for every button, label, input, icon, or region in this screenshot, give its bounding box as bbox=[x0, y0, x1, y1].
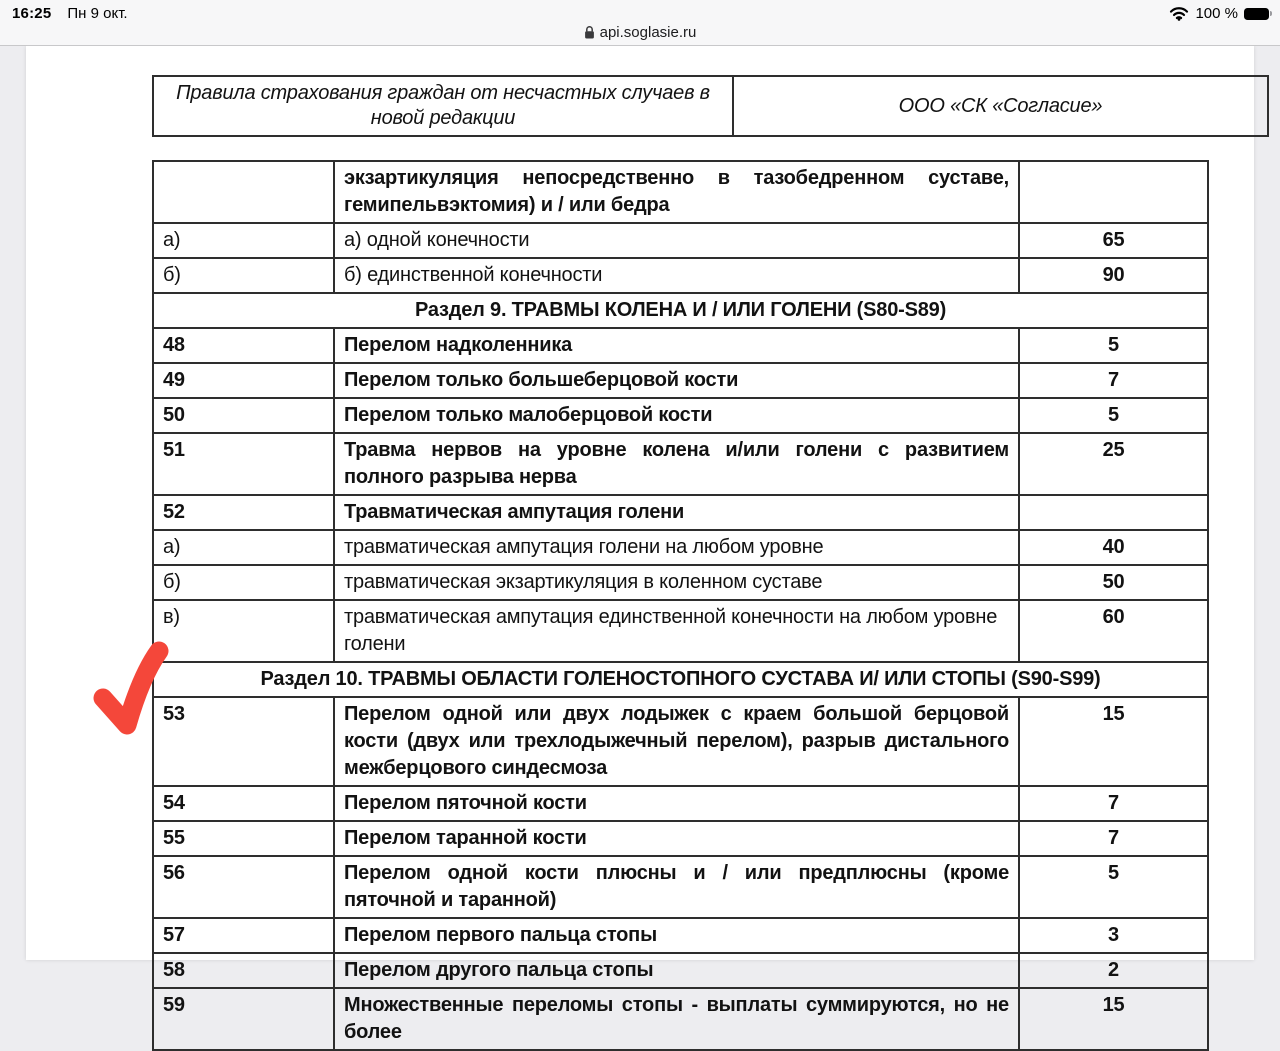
row-number: 56 bbox=[153, 856, 334, 918]
row-value: 2 bbox=[1019, 953, 1208, 988]
row-description: Множественные переломы стопы - выплаты суммируются, но не более bbox=[334, 988, 1019, 1050]
battery-tip bbox=[1270, 11, 1272, 16]
row-description: травматическая ампутация голени на любом уровне bbox=[334, 530, 1019, 565]
table-row bbox=[153, 328, 1208, 363]
row-number: а) bbox=[153, 530, 334, 565]
pdf-page[interactable] bbox=[26, 46, 1254, 1043]
caption-rules-title: Правила страхования граждан от несчастных случаев в новой редакции bbox=[153, 76, 733, 136]
status-date: Пн 9 окт. bbox=[67, 5, 128, 22]
row-description: Перелом пяточной кости bbox=[334, 786, 1019, 821]
row-description: травматическая экзартикуляция в коленном суставе bbox=[334, 565, 1019, 600]
section-title: Раздел 9. ТРАВМЫ КОЛЕНА И / ИЛИ ГОЛЕНИ (S80-S89) bbox=[153, 293, 1208, 328]
address-bar[interactable] bbox=[0, 24, 1280, 41]
row-description: Травма нервов на уровне колена и/или голени с развитием полного разрыва нерва bbox=[334, 433, 1019, 495]
row-description: Перелом первого пальца стопы bbox=[334, 918, 1019, 953]
row-description: Перелом одной кости плюсны и / или предплюсны (кроме пяточной и таранной) bbox=[334, 856, 1019, 918]
table-row bbox=[153, 856, 1208, 918]
section-row bbox=[153, 662, 1208, 697]
battery-icon bbox=[1244, 8, 1272, 20]
table-row bbox=[153, 565, 1208, 600]
table-row bbox=[153, 953, 1208, 988]
battery-body bbox=[1244, 8, 1269, 20]
row-number: 51 bbox=[153, 433, 334, 495]
row-value: 60 bbox=[1019, 600, 1208, 662]
row-description: Травматическая ампутация голени bbox=[334, 495, 1019, 530]
row-value: 7 bbox=[1019, 363, 1208, 398]
row-value: 7 bbox=[1019, 821, 1208, 856]
row-value: 7 bbox=[1019, 786, 1208, 821]
status-time: 16:25 bbox=[12, 5, 52, 22]
table-row bbox=[153, 697, 1208, 786]
row-description: Перелом только большеберцовой кости bbox=[334, 363, 1019, 398]
payout-table-body bbox=[153, 161, 1208, 1050]
row-description: а) одной конечности bbox=[334, 223, 1019, 258]
table-row bbox=[153, 530, 1208, 565]
document-caption-table bbox=[152, 75, 1269, 137]
row-number: 55 bbox=[153, 821, 334, 856]
row-number: 59 bbox=[153, 988, 334, 1050]
row-number: 53 bbox=[153, 697, 334, 786]
payout-table bbox=[152, 160, 1209, 1051]
row-number: б) bbox=[153, 258, 334, 293]
table-row bbox=[153, 918, 1208, 953]
row-description: Перелом надколенника bbox=[334, 328, 1019, 363]
table-row bbox=[153, 363, 1208, 398]
lock-icon bbox=[584, 25, 595, 40]
red-checkmark-annotation bbox=[92, 638, 172, 738]
row-value: 3 bbox=[1019, 918, 1208, 953]
row-value: 40 bbox=[1019, 530, 1208, 565]
row-value bbox=[1019, 161, 1208, 223]
row-value: 25 bbox=[1019, 433, 1208, 495]
section-row bbox=[153, 293, 1208, 328]
wifi-icon bbox=[1169, 6, 1189, 21]
row-value: 50 bbox=[1019, 565, 1208, 600]
row-description: травматическая ампутация единственной конечности на любом уровне голени bbox=[334, 600, 1019, 662]
row-number: в) bbox=[153, 600, 334, 662]
table-row bbox=[153, 398, 1208, 433]
table-row bbox=[153, 161, 1208, 223]
table-row bbox=[153, 786, 1208, 821]
table-row bbox=[153, 433, 1208, 495]
row-value: 5 bbox=[1019, 328, 1208, 363]
status-bar-left bbox=[12, 5, 128, 22]
table-row bbox=[153, 258, 1208, 293]
url-text: api.soglasie.ru bbox=[599, 24, 697, 41]
row-value bbox=[1019, 495, 1208, 530]
table-row bbox=[153, 495, 1208, 530]
row-value: 15 bbox=[1019, 988, 1208, 1050]
table-row bbox=[153, 223, 1208, 258]
row-description: Перелом только малоберцовой кости bbox=[334, 398, 1019, 433]
row-number: 48 bbox=[153, 328, 334, 363]
row-number: б) bbox=[153, 565, 334, 600]
row-number: 52 bbox=[153, 495, 334, 530]
row-value: 90 bbox=[1019, 258, 1208, 293]
row-number: 57 bbox=[153, 918, 334, 953]
row-description: Перелом одной или двух лодыжек с краем большой берцовой кости (двух или трехлодыжечный перелом), разрыв дистального межберцового синдесмоза bbox=[334, 697, 1019, 786]
row-number: 54 bbox=[153, 786, 334, 821]
table-row bbox=[153, 600, 1208, 662]
caption-company-name: ООО «СК «Согласие» bbox=[733, 76, 1268, 136]
battery-percent-label: 100 % bbox=[1195, 5, 1238, 22]
row-number: а) bbox=[153, 223, 334, 258]
row-number bbox=[153, 161, 334, 223]
table-row bbox=[153, 988, 1208, 1050]
browser-chrome bbox=[0, 0, 1280, 46]
row-value: 5 bbox=[1019, 856, 1208, 918]
row-description: б) единственной конечности bbox=[334, 258, 1019, 293]
row-value: 15 bbox=[1019, 697, 1208, 786]
row-description: Перелом другого пальца стопы bbox=[334, 953, 1019, 988]
row-number: 49 bbox=[153, 363, 334, 398]
row-value: 65 bbox=[1019, 223, 1208, 258]
row-description: экзартикуляция непосредственно в тазобедренном суставе, гемипельвэктомия) и / или бедра bbox=[334, 161, 1019, 223]
row-number: 50 bbox=[153, 398, 334, 433]
section-title: Раздел 10. ТРАВМЫ ОБЛАСТИ ГОЛЕНОСТОПНОГО СУСТАВА И/ ИЛИ СТОПЫ (S90-S99) bbox=[153, 662, 1208, 697]
status-bar-right bbox=[1169, 5, 1272, 22]
row-number: 58 bbox=[153, 953, 334, 988]
row-description: Перелом таранной кости bbox=[334, 821, 1019, 856]
row-value: 5 bbox=[1019, 398, 1208, 433]
table-row bbox=[153, 821, 1208, 856]
